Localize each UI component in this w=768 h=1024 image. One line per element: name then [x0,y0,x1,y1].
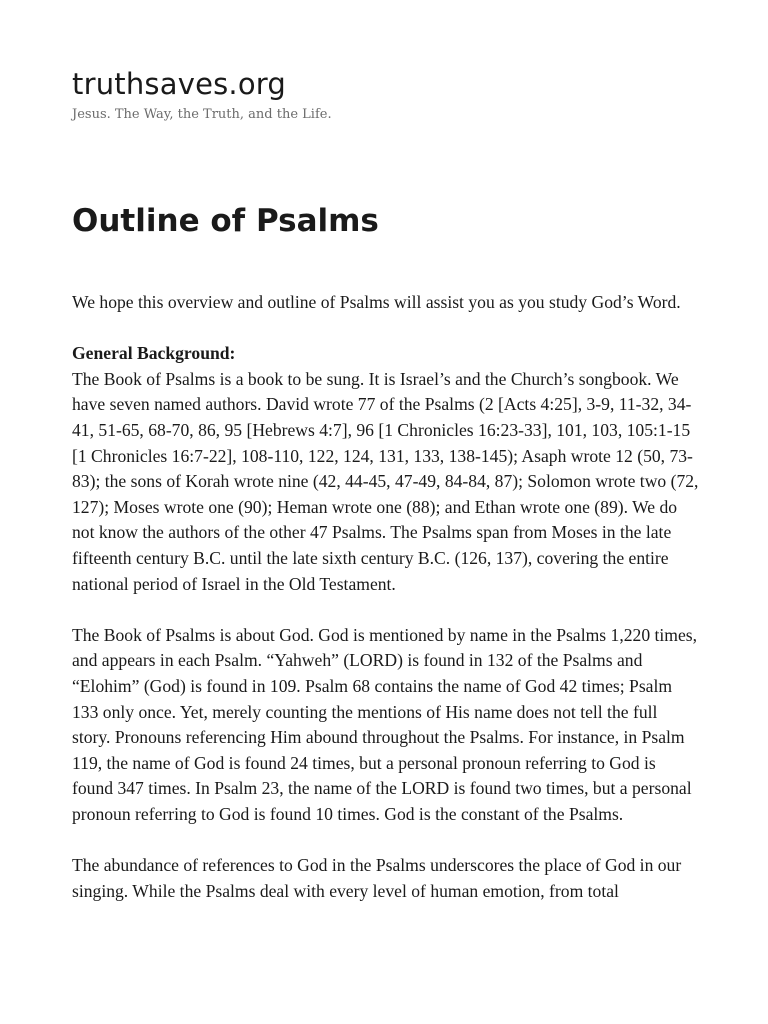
section-heading: General Background: [72,343,236,364]
background-paragraph: The Book of Psalms is a book to be sung. It is Israel’s and the Church’s songbook. We have seven named authors. David wrote 77 of the Psalms (2 [Acts 4:25], 3-9, 11-32, 34-41, 51-65, 68-70, 86, 95 [Hebrews 4:7], 96 [1 Chronicles 16:23-33], 101, 103, 105:1-15 [1 Chronicles 16:7-22], 108-110, 122, 124, 131, 133, 138-145); Asaph wrote 12 (50, 73-83); the sons of Korah wrote nine (42, 44-45, 47-49, 84-84, 87); Solomon wrote two (72, 127); Moses wrote one (90); Heman wrote one (88); and Ethan wrote one (89). We do not know the authors of the other 47 Psalms. The Psalms span from Moses in the late fifteenth century B.C. until the late sixth century B.C. (126, 137), covering the entire national period of Israel in the Old Testament. [72,368,699,594]
site-tagline: Jesus. The Way, the Truth, and the Life. [72,107,332,122]
references-paragraph: The abundance of references to God in the Psalms underscores the place of God in our singing. While the Psalms deal with every level of human emotion, from total [72,855,682,901]
site-title-link[interactable]: truthsaves.org [72,67,286,101]
god-paragraph: The Book of Psalms is about God. God is mentioned by name in the Psalms 1,220 times, and appears in each Psalm. “Yahweh” (LORD) is found in 132 of the Psalms and “Elohim” (God) is found in 109. Psalm 68 contains the name of God 42 times; Psalm 133 only once. Yet, merely counting the mentions of His name does not tell the full story. Pronouns referencing Him abound throughout the Psalms. For instance, in Psalm 119, the name of God is found 24 times, but a personal pronoun referring to God is found 347 times. In Psalm 23, the name of the LORD is found two times, but a personal pronoun referring to God is found 10 times. God is the constant of the Psalms. [72,624,698,824]
page-title: Outline of Psalms [72,203,379,239]
site-header [72,64,696,124]
background-section [72,341,700,597]
intro-paragraph: We hope this overview and outline of Psalms will assist you as you study God’s Word. [72,292,681,312]
article-body [72,290,700,930]
